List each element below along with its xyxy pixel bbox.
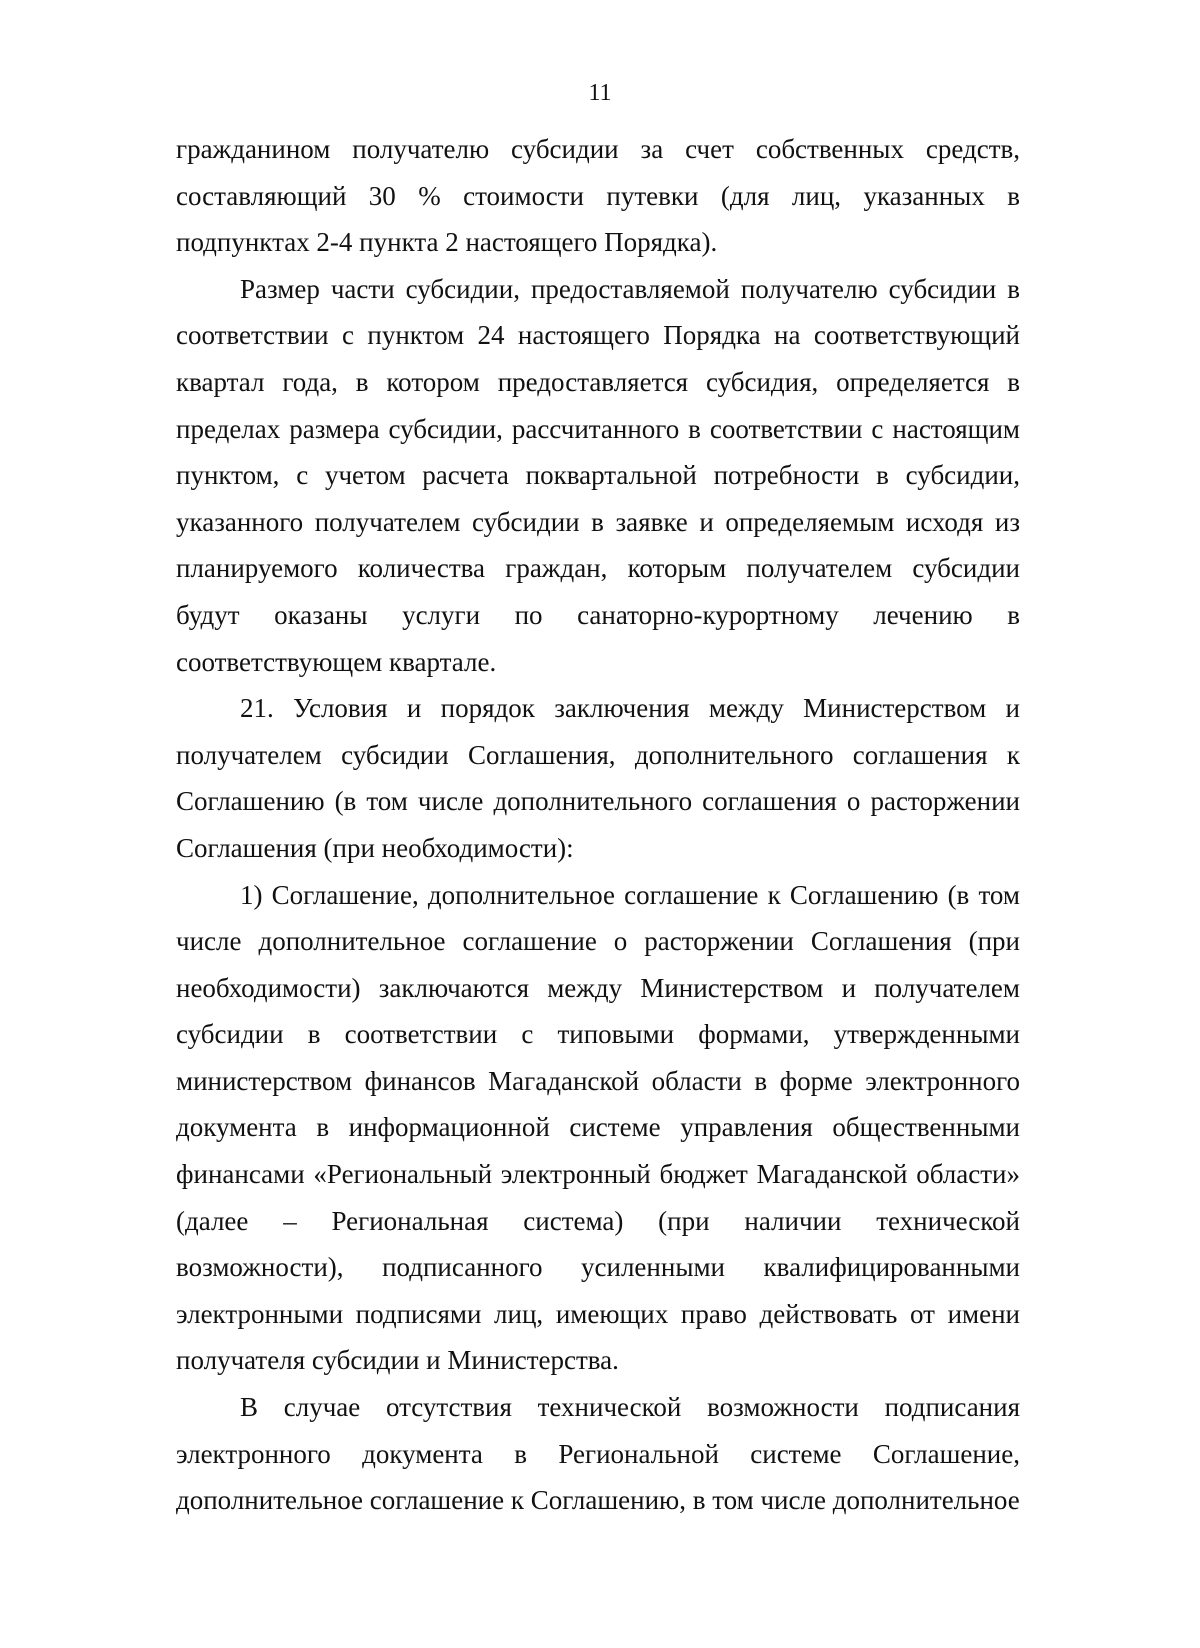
page-number: 11: [588, 80, 612, 106]
paragraph-subitem-1: 1) Соглашение, дополнительное соглашение к Соглашению (в том числе дополнительное соглашение о расторжении Соглашения (при необходимости) заключаются между Министерством и получателем субсидии в соответствии с типовыми формами, утвержденными министерством финансов Магаданской области в форме электронного документа в информационной системе управления общественными финансами «Региональный электронный бюджет Магаданской области» (далее – Региональная система) (при наличии технической возможности), подписанного усиленными квалифицированными электронными подписями лиц, имеющих право действовать от имени получателя субсидии и Министерства.: [176, 879, 1020, 1376]
document-body: [176, 126, 1020, 1524]
paragraph-continuation: гражданином получателю субсидии за счет собственных средств, составляющий 30 % стоимости путевки (для лиц, указанных в подпунктах 2-4 пункта 2 настоящего Порядка).: [176, 134, 1020, 258]
paragraph-subsidy-part-size: Размер части субсидии, предоставляемой получателю субсидии в соответствии с пунктом 24 настоящего Порядка на соответствующий квартал года, в котором предоставляется субсидия, определяется в пределах размера субсидии, рассчитанного в соответствии с настоящим пунктом, с учетом расчета поквартальной потребности в субсидии, указанного получателем субсидии в заявке и определяемым исходя из планируемого количества граждан, которым получателем субсидии будут оказаны услуги по санаторно-курортному лечению в соответствующем квартале.: [176, 273, 1020, 677]
paragraph-no-technical-possibility: В случае отсутствия технической возможности подписания электронного документа в Региональной системе Соглашение, дополнительное соглашение к Соглашению, в том числе дополнительное: [176, 1392, 1020, 1516]
paragraph-item-21: 21. Условия и порядок заключения между Министерством и получателем субсидии Соглашения, дополнительного соглашения к Соглашению (в том числе дополнительного соглашения о расторжении Соглашения (при необходимости):: [176, 693, 1020, 863]
